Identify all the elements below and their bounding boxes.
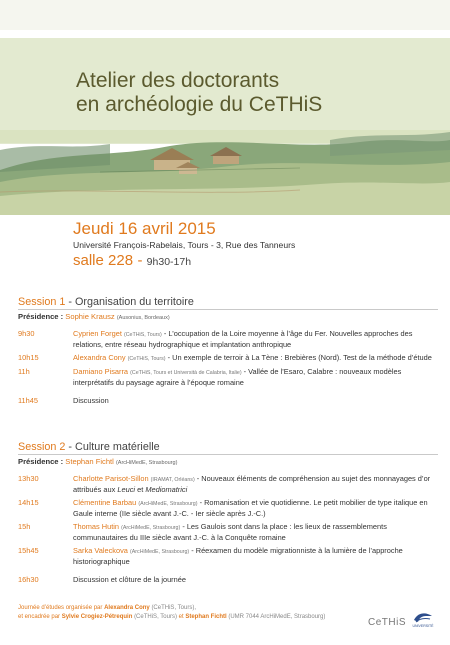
talk-speaker: Charlotte Parisot-Sillon	[73, 474, 149, 483]
logos	[368, 610, 434, 628]
talk-row: 11h Damiano Pisarra (CeTHiS, Tours et Università de Calabria, Italie) - Vallée de l’Esaro, Calabre : nouveaux modèles interprétatifs du paysage agraire à l’époque romaine	[18, 367, 402, 387]
session-2-number: Session 2	[18, 441, 66, 453]
session-2-title: Session 2 - Culture matérielle	[18, 441, 160, 453]
room-line: salle 228 - 9h30-17h	[73, 252, 192, 269]
talk-row: 15h45 Sarka Valeckova (ArcHiMedE, Strasbourg) - Réexamen du modèle migrationniste à la lumière de l’approche historiographique	[18, 546, 403, 566]
talk-speaker: Alexandra Cony	[73, 353, 126, 362]
event-room: salle 228	[73, 252, 134, 269]
university-logo: UNIVERSITÉ	[412, 610, 434, 628]
session-1	[18, 296, 438, 406]
footer-credits: Journée d’études organisée par Alexandra Cony (CeTHiS, Tours), et encadrée par Sylvie Crogiez-Pétrequin (CeTHiS, Tours) et Stephan Fichtl (UMR 7044 ArcHiMedE, Strasbourg)	[18, 605, 326, 620]
talk-speaker: Sarka Valeckova	[73, 546, 128, 555]
title-line-1: Atelier des doctorants	[76, 69, 280, 92]
cethis-logo: CeTHiS	[368, 617, 407, 628]
session-1-presidence: Présidence : Sophie Krausz (Ausonius, Bordeaux)	[18, 312, 170, 321]
talk-row: 14h15 Clémentine Barbau (ArcHiMedE, Strasbourg) - Romanisation et vie quotidienne. Le petit mobilier de type italique en Gaule interne (IIe siècle avant J.-C. - Ier siècle après J.-C.)	[18, 498, 428, 518]
event-info	[73, 219, 295, 270]
session-2-presidence: Présidence : Stephan Fichtl (ArcHiMedE, Strasbourg)	[18, 457, 178, 466]
talk-row: 10h15 Alexandra Cony (CeTHiS, Tours) - Un exemple de terroir à La Tène : Brebières (Nord). Test de la méthode d’étude	[18, 353, 432, 362]
talk-row: 11h45 Discussion	[18, 396, 109, 405]
university-emblem-icon	[412, 610, 434, 624]
session-1-president: Sophie Krausz	[65, 312, 115, 321]
session-1-theme: Organisation du territoire	[75, 296, 194, 308]
event-venue: Université François-Rabelais, Tours - 3, Rue des Tanneurs	[73, 240, 296, 250]
session-1-number: Session 1	[18, 296, 66, 308]
page-title	[76, 69, 322, 117]
talk-row: 9h30 Cyprien Forget (CeTHiS, Tours) - L’occupation de la Loire moyenne à l’âge du Fer. Nouvelles approches des relations, entre réseau hydrographique et implantation anthropique	[18, 329, 413, 349]
talk-speaker: Cyprien Forget	[73, 329, 122, 338]
session-2	[18, 441, 438, 585]
talk-row: 13h30 Charlotte Parisot-Sillon (IRAMAT, Orléans) - Nouveaux éléments de compréhension au sujet des monnayages d’or attribués aux Leuci et Mediomatrici	[18, 474, 431, 494]
talk-speaker: Damiano Pisarra	[73, 367, 129, 376]
session-2-divider	[18, 454, 438, 455]
event-date: Jeudi 16 avril 2015	[73, 219, 216, 238]
talk-speaker: Clémentine Barbau	[73, 498, 137, 507]
session-2-theme: Culture matérielle	[75, 441, 160, 453]
talk-row: 15h Thomas Hutin (ArcHiMedE, Strasbourg) - Les Gaulois sont dans la place : les lieux de rassemblements communautaires du IIIe siècle avant J.-C. à la Conquête romaine	[18, 522, 387, 542]
event-hours: 9h30-17h	[146, 256, 192, 268]
talk-speaker: Thomas Hutin	[73, 522, 120, 531]
talk-row: 16h30 Discussion et clôture de la journée	[18, 575, 186, 584]
session-1-title: Session 1 - Organisation du territoire	[18, 296, 194, 308]
session-1-divider	[18, 309, 438, 310]
session-2-president: Stephan Fichtl	[65, 457, 114, 466]
title-line-2: en archéologie du CeTHiS	[76, 93, 323, 116]
